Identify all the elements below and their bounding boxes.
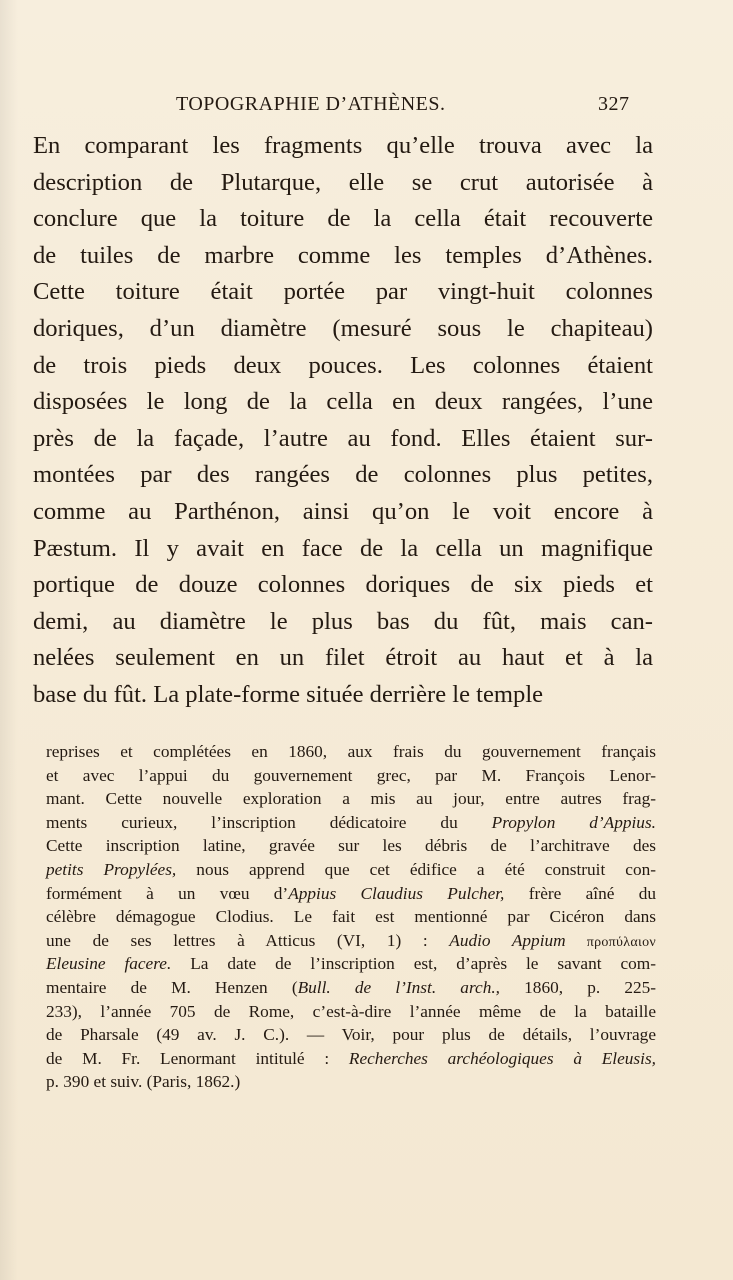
body-line: de trois pieds deux pouces. Les colonnes étaient: [33, 351, 653, 379]
body-text: [33, 128, 653, 714]
footnote-text: ments curieux, l’inscription dédicatoire du: [46, 812, 492, 832]
footnote-line: [46, 976, 656, 1000]
footnote-italic: Audio Appium: [449, 930, 566, 950]
footnote-text: de Pharsale (49 av. J. C.). — Voir, pour plus de détails, l’ouvrage: [46, 1025, 656, 1045]
footnote-text: 233), l’année 705 de Rome, c’est-à-dire l’année même de la bataille: [46, 1001, 656, 1021]
body-line: Cette toiture était portée par vingt-huit colonnes: [33, 278, 653, 306]
body-line: conclure que la toiture de la cella était recouverte: [33, 205, 653, 233]
body-line: portique de douze colonnes doriques de six pieds et: [33, 571, 653, 599]
footnote-line: [46, 811, 656, 835]
body-line: disposées le long de la cella en deux rangées, l’une: [33, 388, 653, 416]
footnote-line: [46, 929, 656, 953]
footnote-italic: Bull. de l’Inst. arch.,: [297, 977, 500, 997]
footnote-text: et avec l’appui du gouvernement grec, par M. François Lenor-: [46, 765, 656, 785]
page-number: 327: [598, 93, 630, 115]
footnote-line: [46, 1047, 656, 1071]
footnote-text: mentaire de M. Henzen (: [46, 977, 298, 997]
body-line: En comparant les fragments qu’elle trouva avec la: [33, 132, 653, 159]
footnote-italic: petits Propylées,: [46, 859, 177, 879]
footnote-text: mant. Cette nouvelle exploration a mis au jour, entre autres frag-: [46, 789, 656, 809]
body-line: Pæstum. Il y avait en face de la cella un magnifique: [33, 534, 653, 562]
running-head: [0, 93, 733, 121]
footnote-line: [46, 764, 656, 788]
body-line: comme au Parthénon, ainsi qu’on le voit encore à: [33, 497, 653, 525]
footnote-greek: προπύλαιον: [565, 934, 656, 950]
footnote-line: [46, 1070, 656, 1094]
footnote-italic: Appius Claudius Pulcher,: [288, 883, 505, 903]
footnote-text: reprises et complétées en 1860, aux frais du gouvernement français: [46, 742, 656, 761]
footnote-text: célèbre démagogue Clodius. Le fait est mentionné par Cicéron dans: [46, 907, 656, 927]
body-line: de tuiles de marbre comme les temples d’Athènes.: [33, 241, 653, 269]
footnote-text: 1860, p. 225-: [500, 977, 656, 997]
footnote: [46, 740, 656, 1094]
body-line: près de la façade, l’autre au fond. Elles étaient sur-: [33, 424, 653, 452]
footnote-line: [46, 882, 656, 906]
footnote-text: p. 390 et suiv. (Paris, 1862.): [46, 1072, 241, 1092]
footnote-line: [46, 1000, 656, 1024]
running-title: TOPOGRAPHIE D’ATHÈNES.: [176, 93, 446, 115]
body-line: demi, au diamètre le plus bas du fût, mais can-: [33, 607, 653, 635]
footnote-line: [46, 1023, 656, 1047]
footnote-italic: Eleusine facere.: [46, 954, 172, 974]
footnote-italic: Propylon d’Appius.: [491, 812, 656, 832]
body-line: base du fût. La plate-forme située derrière le temple: [33, 680, 544, 708]
footnote-text: La date de l’inscription est, d’après le savant com-: [171, 954, 656, 974]
footnote-line: [46, 834, 656, 858]
footnote-text: de M. Fr. Lenormant intitulé :: [46, 1048, 349, 1068]
footnote-text: nous apprend que cet édifice a été construit con-: [176, 859, 656, 879]
footnote-line: [46, 905, 656, 929]
footnote-line: [46, 952, 656, 976]
footnote-line: [46, 858, 656, 882]
body-line: doriques, d’un diamètre (mesuré sous le chapiteau): [33, 314, 653, 342]
body-line: montées par des rangées de colonnes plus petites,: [33, 461, 653, 489]
footnote-text: formément à un vœu d’: [46, 883, 289, 903]
body-line: description de Plutarque, elle se crut autorisée à: [33, 168, 653, 196]
body-line: nelées seulement en un filet étroit au haut et à la: [33, 644, 653, 672]
footnote-text: Cette inscription latine, gravée sur les débris de l’architrave des: [46, 836, 656, 856]
footnote-line: [46, 740, 656, 764]
footnote-text: frère aîné du: [504, 883, 656, 903]
footnote-text: une de ses lettres à Atticus (VI, 1) :: [46, 930, 450, 950]
footnote-italic: Recherches archéologiques à Eleusis,: [348, 1048, 656, 1068]
footnote-line: [46, 787, 656, 811]
